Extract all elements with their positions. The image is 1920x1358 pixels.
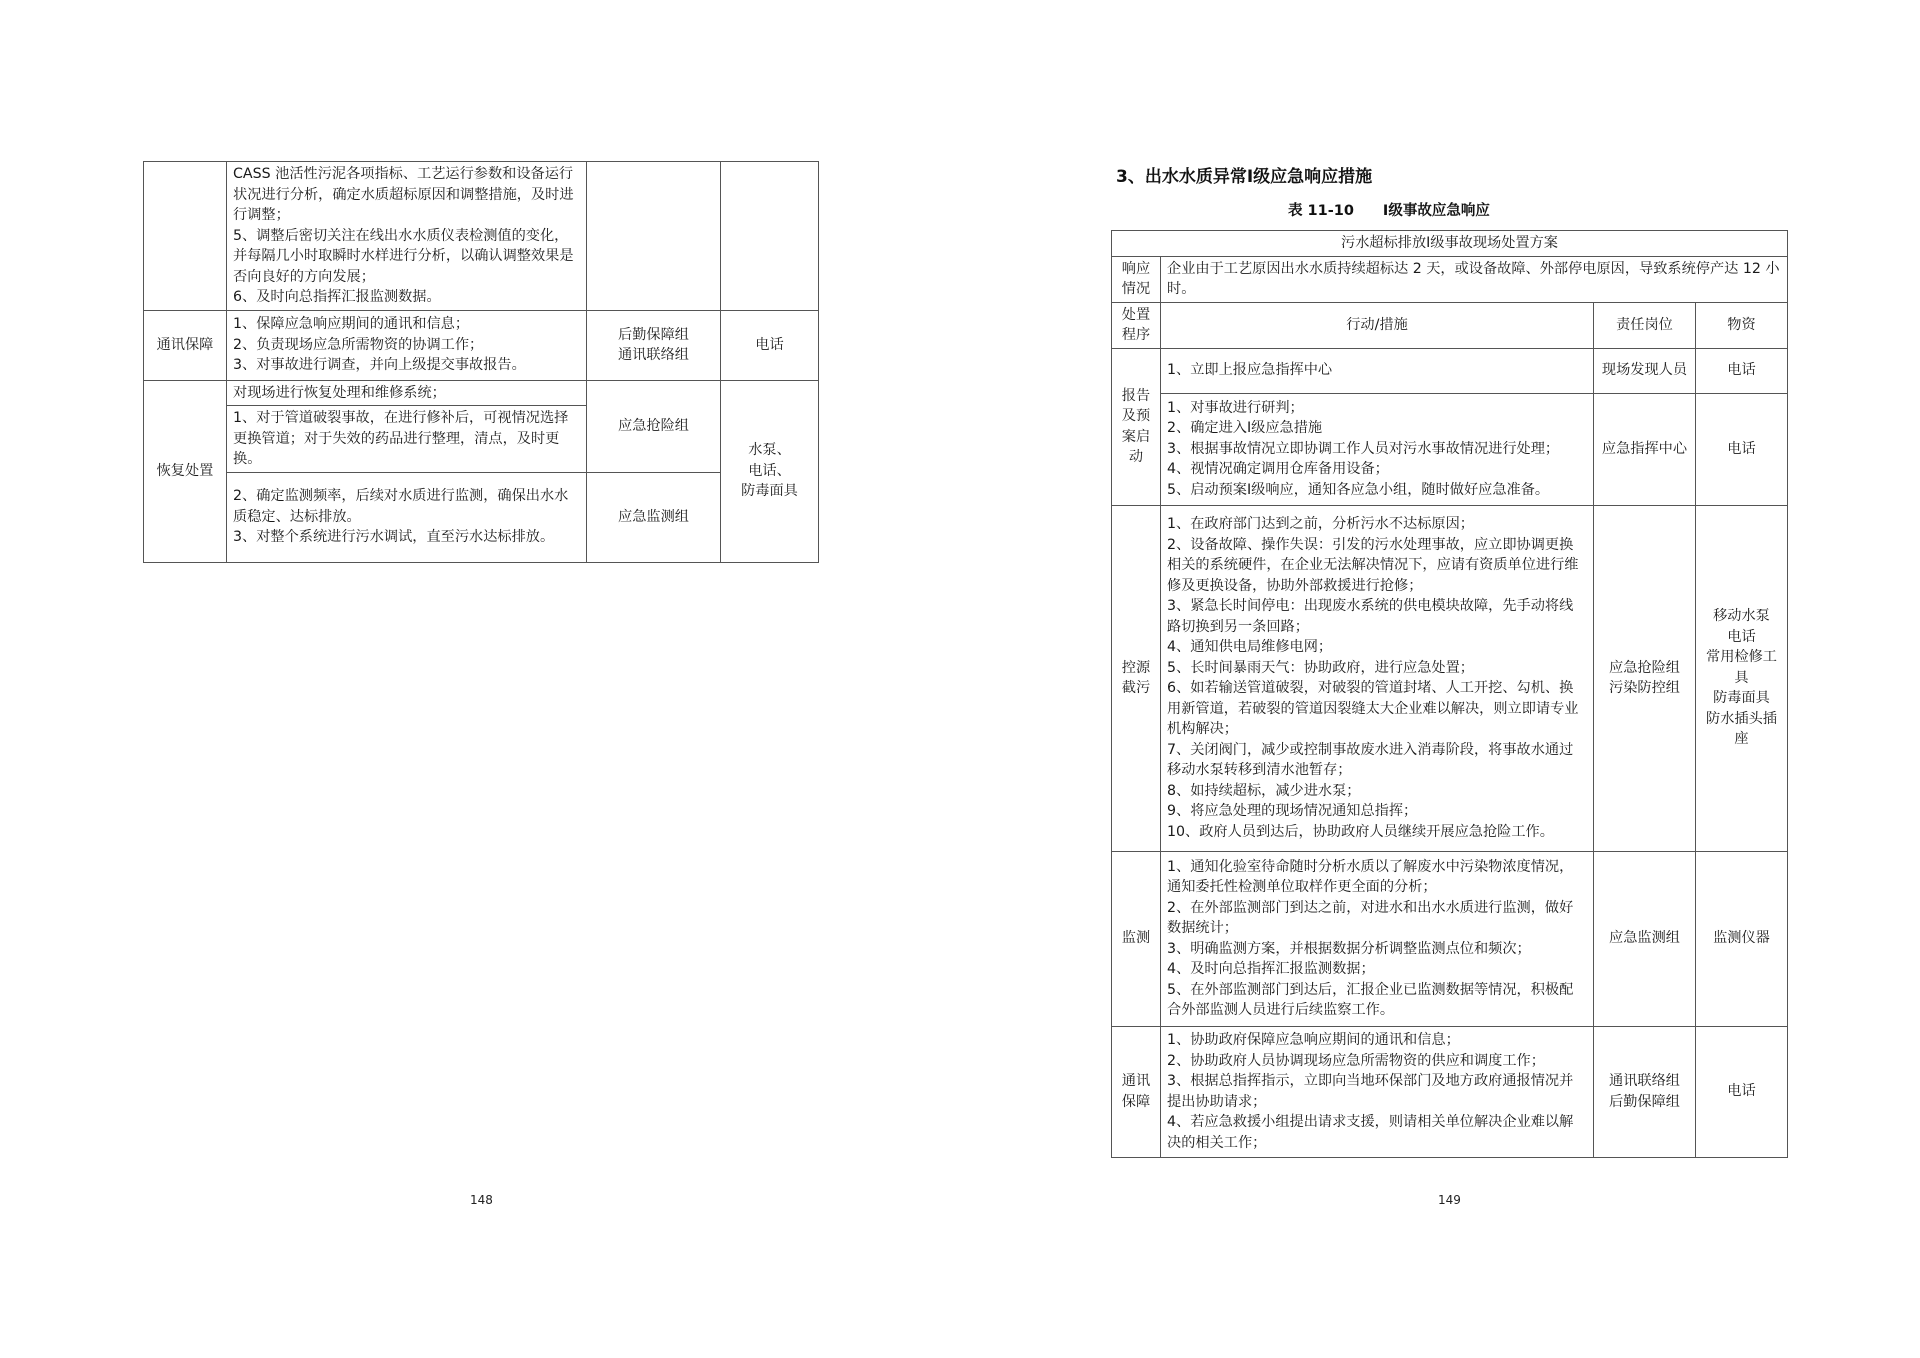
response-text: 企业由于工艺原因出水水质持续超标达 2 天，或设备故障、外部停电原因，导致系统停产达 12 小时。 — [1161, 256, 1788, 302]
materials-line: 防水插头插座 — [1706, 710, 1777, 748]
action-line: 1、通知化验室待命随时分析水质以了解废水中污染物浓度情况，通知委托性检测单位取样作更全面的分析； — [1167, 858, 1574, 895]
stage-cell: 报告及预案启动 — [1112, 348, 1161, 505]
responsible-cell — [587, 310, 721, 380]
materials-cell: 电话 — [1696, 348, 1788, 393]
table-row — [1112, 348, 1788, 393]
action-cell — [1161, 1026, 1594, 1157]
stage-cell: 控源截污 — [1112, 505, 1161, 851]
action-line: 7、关闭阀门，减少或控制事故废水进入消毒阶段，将事故水通过移动水泵转移到清水池暂存； — [1167, 741, 1574, 778]
materials-cell — [1696, 505, 1788, 851]
table-row — [1112, 851, 1788, 1026]
responsible-cell: 现场发现人员 — [1594, 348, 1696, 393]
materials-cell: 监测仪器 — [1696, 851, 1788, 1026]
response-row — [1112, 256, 1788, 302]
materials-line: 移动水泵 — [1713, 608, 1770, 625]
action-line: 3、根据总指挥指示，立即向当地环保部门及地方政府通报情况并提出协助请求； — [1167, 1073, 1574, 1110]
materials-cell: 电话 — [721, 310, 819, 380]
responsible-cell: 应急监测组 — [1594, 851, 1696, 1026]
stage-cell: 通讯保障 — [144, 310, 227, 380]
responsible-cell — [1594, 1026, 1696, 1157]
action-cell — [227, 162, 587, 311]
materials-line: 电话 — [1727, 628, 1756, 645]
action-line: CASS 池活性污泥各项指标、工艺运行参数和设备运行状况进行分析，确定水质超标原因和调整措施，及时进行调整； — [233, 166, 574, 223]
stage-cell: 监测 — [1112, 851, 1161, 1026]
header-responsible: 责任岗位 — [1594, 302, 1696, 348]
action-line: 2、确定进入Ⅰ级应急措施 — [1167, 420, 1323, 437]
responsible-line: 后勤保障组 — [618, 326, 689, 343]
action-cell: 对现场进行恢复处理和维修系统； — [227, 380, 587, 406]
responsible-cell: 应急指挥中心 — [1594, 393, 1696, 505]
action-line: 3、紧急长时间停电：出现废水系统的供电模块故障，先手动将线路切换到另一条回路； — [1167, 598, 1574, 635]
action-line: 9、将应急处理的现场情况通知总指挥； — [1167, 803, 1418, 819]
responsible-line: 后勤保障组 — [1609, 1093, 1680, 1110]
action-cell — [1161, 505, 1594, 851]
responsible-line: 污染防控组 — [1609, 680, 1680, 696]
materials-cell: 电话 — [1696, 393, 1788, 505]
action-line: 3、对整个系统进行污水调试，直至污水达标排放。 — [233, 529, 555, 546]
materials-line: 水泵、 — [748, 442, 791, 459]
table-row — [144, 162, 819, 311]
page-number: 149 — [1438, 1193, 1461, 1207]
table-row — [144, 380, 819, 406]
section-heading: 3、出水水质异常Ⅰ级应急响应措施 — [1116, 167, 1373, 187]
responsible-cell: 应急抢险组 — [587, 380, 721, 472]
action-cell — [227, 310, 587, 380]
table-caption: 表 11-10 Ⅰ级事故应急响应 — [1288, 203, 1490, 219]
action-line: 8、如持续超标，减少进水泵； — [1167, 782, 1361, 799]
responsible-line: 通讯联络组 — [618, 347, 689, 363]
stage-cell: 通讯保障 — [1112, 1026, 1161, 1157]
action-line: 4、视情况确定调用仓库备用设备； — [1167, 461, 1389, 478]
table-row — [1112, 505, 1788, 851]
action-line: 1、对于管道破裂事故，在进行修补后，可视情况选择更换管道；对于失效的药品进行整理，清点，及时更换。 — [233, 410, 569, 467]
action-line: 2、在外部监测部门到达之前，对进水和出水水质进行监测，做好数据统计； — [1167, 899, 1574, 936]
responsible-line: 通讯联络组 — [1609, 1073, 1680, 1089]
header-materials: 物资 — [1696, 302, 1788, 348]
page-number: 148 — [470, 1193, 493, 1207]
action-line: 5、在外部监测部门到达后，汇报企业已监测数据等情况，积极配合外部监测人员进行后续监察工作。 — [1167, 981, 1574, 1018]
table-row — [1112, 1026, 1788, 1157]
action-line: 5、调整后密切关注在线出水水质仪表检测值的变化，并每隔几小时取瞬时水样进行分析，以确认调整效果是否向良好的方向发展； — [233, 227, 574, 285]
action-line: 3、对事故进行调查，并向上级提交事故报告。 — [233, 357, 526, 374]
action-line: 2、确定监测频率，后续对水质进行监测，确保出水水质稳定、达标排放。 — [233, 488, 569, 525]
responsible-cell — [1594, 505, 1696, 851]
stage-cell — [144, 162, 227, 311]
materials-line: 防毒面具 — [1713, 690, 1770, 707]
table-title: 污水超标排放Ⅰ级事故现场处置方案 — [1112, 231, 1788, 257]
action-line: 3、明确监测方案，并根据数据分析调整监测点位和频次； — [1167, 940, 1531, 957]
action-line: 1、保障应急响应期间的通讯和信息； — [233, 316, 470, 333]
left-emergency-table — [143, 161, 819, 563]
materials-line: 电话、 — [748, 462, 791, 479]
responsible-line: 应急抢险组 — [1609, 659, 1680, 676]
action-line: 5、长时间暴雨天气：协助政府，进行应急处置； — [1167, 659, 1474, 676]
action-line: 2、协助政府人员协调现场应急所需物资的供应和调度工作； — [1167, 1052, 1545, 1069]
materials-cell — [721, 162, 819, 311]
action-cell — [1161, 393, 1594, 505]
responsible-cell — [587, 162, 721, 311]
action-cell — [227, 472, 587, 562]
action-line: 6、及时向总指挥汇报监测数据。 — [233, 289, 441, 305]
table-row — [144, 472, 819, 562]
materials-line: 常用检修工具 — [1706, 649, 1777, 686]
materials-cell — [721, 380, 819, 562]
header-procedure: 处置程序 — [1112, 302, 1161, 348]
materials-line: 防毒面具 — [741, 483, 798, 500]
action-line: 4、若应急救援小组提出请求支援，则请相关单位解决企业难以解决的相关工作； — [1167, 1114, 1574, 1151]
action-cell — [1161, 851, 1594, 1026]
action-line: 1、在政府部门达到之前，分析污水不达标原因； — [1167, 516, 1474, 532]
header-action: 行动/措施 — [1161, 302, 1594, 348]
response-label: 响应情况 — [1112, 256, 1161, 302]
action-line: 5、启动预案Ⅰ级响应，通知各应急小组，随时做好应急准备。 — [1167, 481, 1550, 498]
responsible-cell: 应急监测组 — [587, 472, 721, 562]
stage-cell: 恢复处置 — [144, 380, 227, 562]
action-line: 1、协助政府保障应急响应期间的通讯和信息； — [1167, 1032, 1460, 1048]
action-line: 2、设备故障、操作失误：引发的污水处理事故，应立即协调更换相关的系统硬件，在企业无法解决情况下，应请有资质单位进行维修及更换设备，协助外部救援进行抢修； — [1167, 536, 1579, 594]
action-line: 2、负责现场应急所需物资的协调工作； — [233, 336, 484, 353]
action-line: 10、政府人员到达后，协助政府人员继续开展应急抢险工作。 — [1167, 823, 1554, 840]
action-line: 6、如若输送管道破裂，对破裂的管道封堵、人工开挖、勾机、换用新管道，若破裂的管道因裂缝太大企业难以解决，则立即请专业机构解决； — [1167, 680, 1579, 737]
table-row — [144, 310, 819, 380]
action-line: 1、对事故进行研判； — [1167, 399, 1304, 416]
action-cell: 1、立即上报应急指挥中心 — [1161, 348, 1594, 393]
table-title-row — [1112, 231, 1788, 257]
action-line: 3、根据事故情况立即协调工作人员对污水事故情况进行处理； — [1167, 440, 1560, 457]
right-emergency-table — [1111, 230, 1788, 1158]
header-row — [1112, 302, 1788, 348]
action-cell — [227, 406, 587, 473]
materials-cell: 电话 — [1696, 1026, 1788, 1157]
action-line: 4、通知供电局维修电网； — [1167, 639, 1333, 655]
table-row — [1112, 393, 1788, 505]
action-line: 4、及时向总指挥汇报监测数据； — [1167, 961, 1375, 977]
